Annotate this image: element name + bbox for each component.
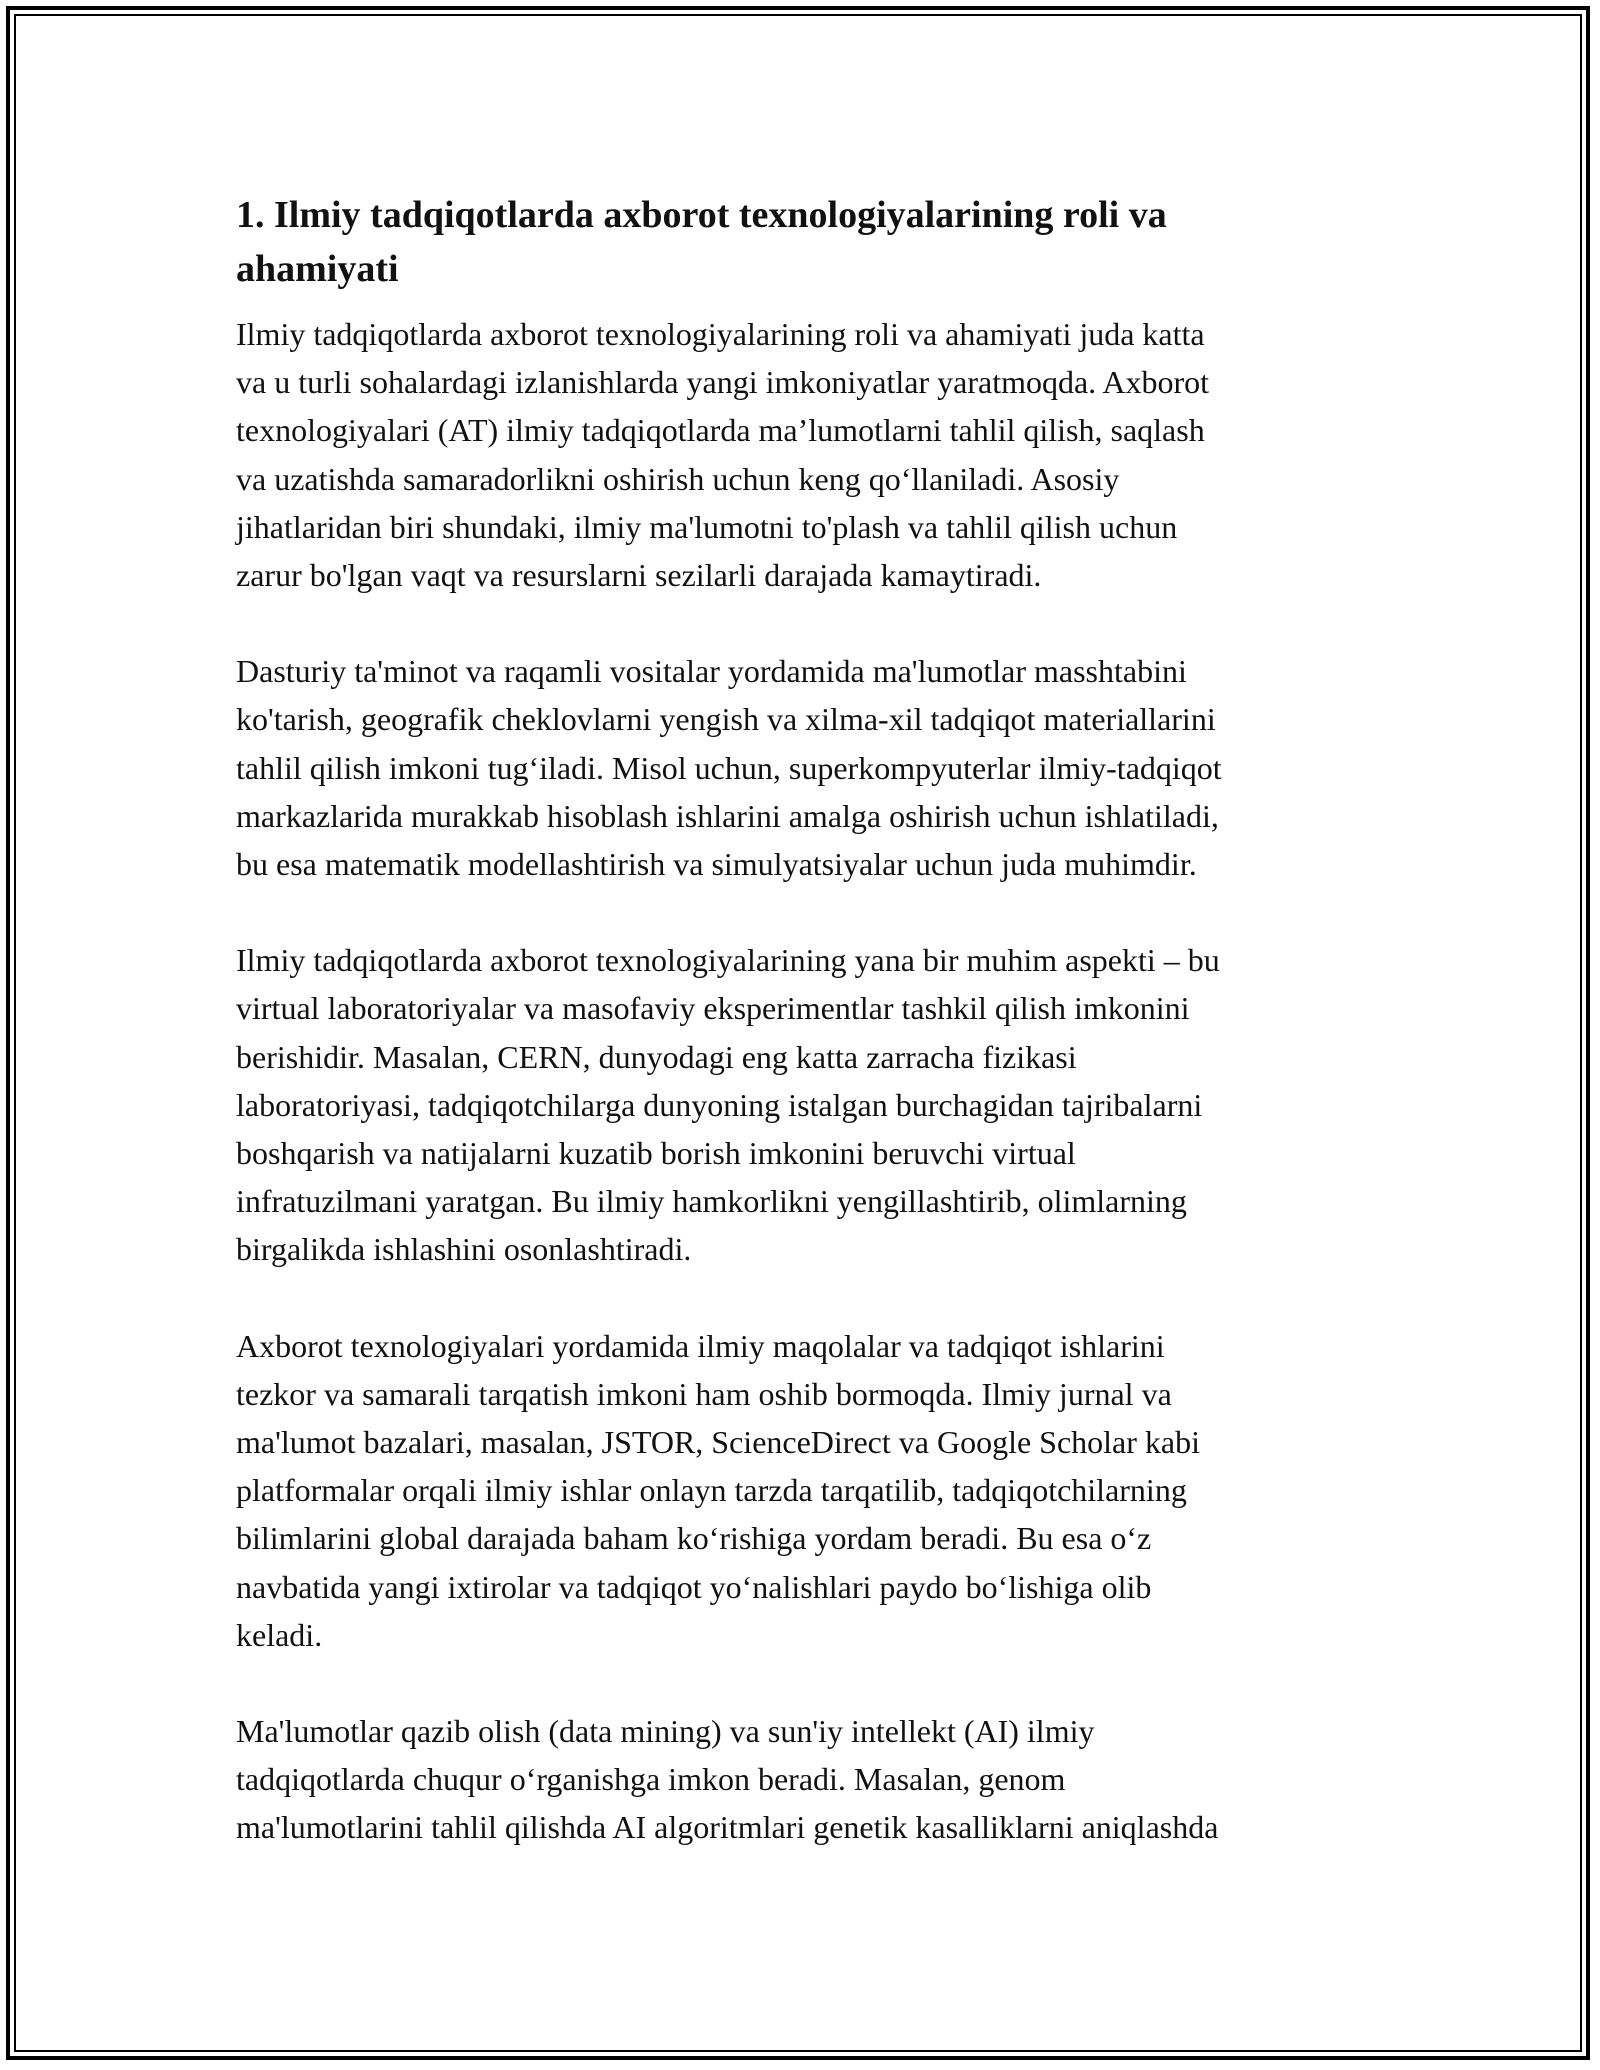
document-body [236,188,1386,1900]
section-heading: 1. Ilmiy tadqiqotlarda axborot texnologiyalarining roli va ahamiyati [236,194,1167,290]
paragraph-2: Dasturiy ta'minot va raqamli vositalar yordamida ma'lumotlar masshtabini ko'tarish, geografik cheklovlarni yengish va xilma-xil tadqiqot materiallarini tahlil qilish imkoni tug‘iladi. Misol uchun, superkompyuterlar ilmiy-tadqiqot markazlarida murakkab hisoblash ishlarini amalga oshirish uchun ishlatiladi, bu esa matematik modellashtirish va simulyatsiyalar uchun juda muhimdir. [236,653,1222,883]
paragraph-1: Ilmiy tadqiqotlarda axborot texnologiyalarining roli va ahamiyati juda katta va u turli sohalardagi izlanishlarda yangi imkoniyatlar yaratmoqda. Axborot texnologiyalari (AT) ilmiy tadqiqotlarda ma’lumotlarni tahlil qilish, saqlash va uzatishda samaradorlikni oshirish uchun keng qo‘llaniladi. Asosiy jihatlaridan biri shundaki, ilmiy ma'lumotni to'plash va tahlil qilish uchun zarur bo'lgan vaqt va resurslarni sezilarli darajada kamaytiradi. [236,316,1210,594]
paragraph-3: Ilmiy tadqiqotlarda axborot texnologiyalarining yana bir muhim aspekti – bu virtual laboratoriyalar va masofaviy eksperimentlar tashkil qilish imkonini berishidir. Masalan, CERN, dunyodagi eng katta zarracha fizikasi laboratoriyasi, tadqiqotchilarga dunyoning istalgan burchagidan tajribalarni boshqarish va natijalarni kuzatib borish imkonini beruvchi virtual infratuzilmani yaratgan. Bu ilmiy hamkorlikni yengillashtirib, olimlarning birgalikda ishlashini osonlashtiradi. [236,942,1220,1268]
paragraph-4: Axborot texnologiyalari yordamida ilmiy maqolalar va tadqiqot ishlarini tezkor va samarali tarqatish imkoni ham oshib bormoqda. Ilmiy jurnal va ma'lumot bazalari, masalan, JSTOR, ScienceDirect va Google Scholar kabi platformalar orqali ilmiy ishlar onlayn tarzda tarqatilib, tadqiqotchilarning bilimlarini global darajada baham ko‘rishiga yordam beradi. Bu esa o‘z navbatida yangi ixtirolar va tadqiqot yo‘nalishlari paydo bo‘lishiga olib keladi. [236,1327,1200,1653]
paragraph-5: Ma'lumotlar qazib olish (data mining) va sun'iy intellekt (AI) ilmiy tadqiqotlarda chuqur o‘rganishga imkon beradi. Masalan, genom ma'lumotlarini tahlil qilishda AI algoritmlari genetik kasalliklarni aniqlashda [236,1713,1219,1846]
